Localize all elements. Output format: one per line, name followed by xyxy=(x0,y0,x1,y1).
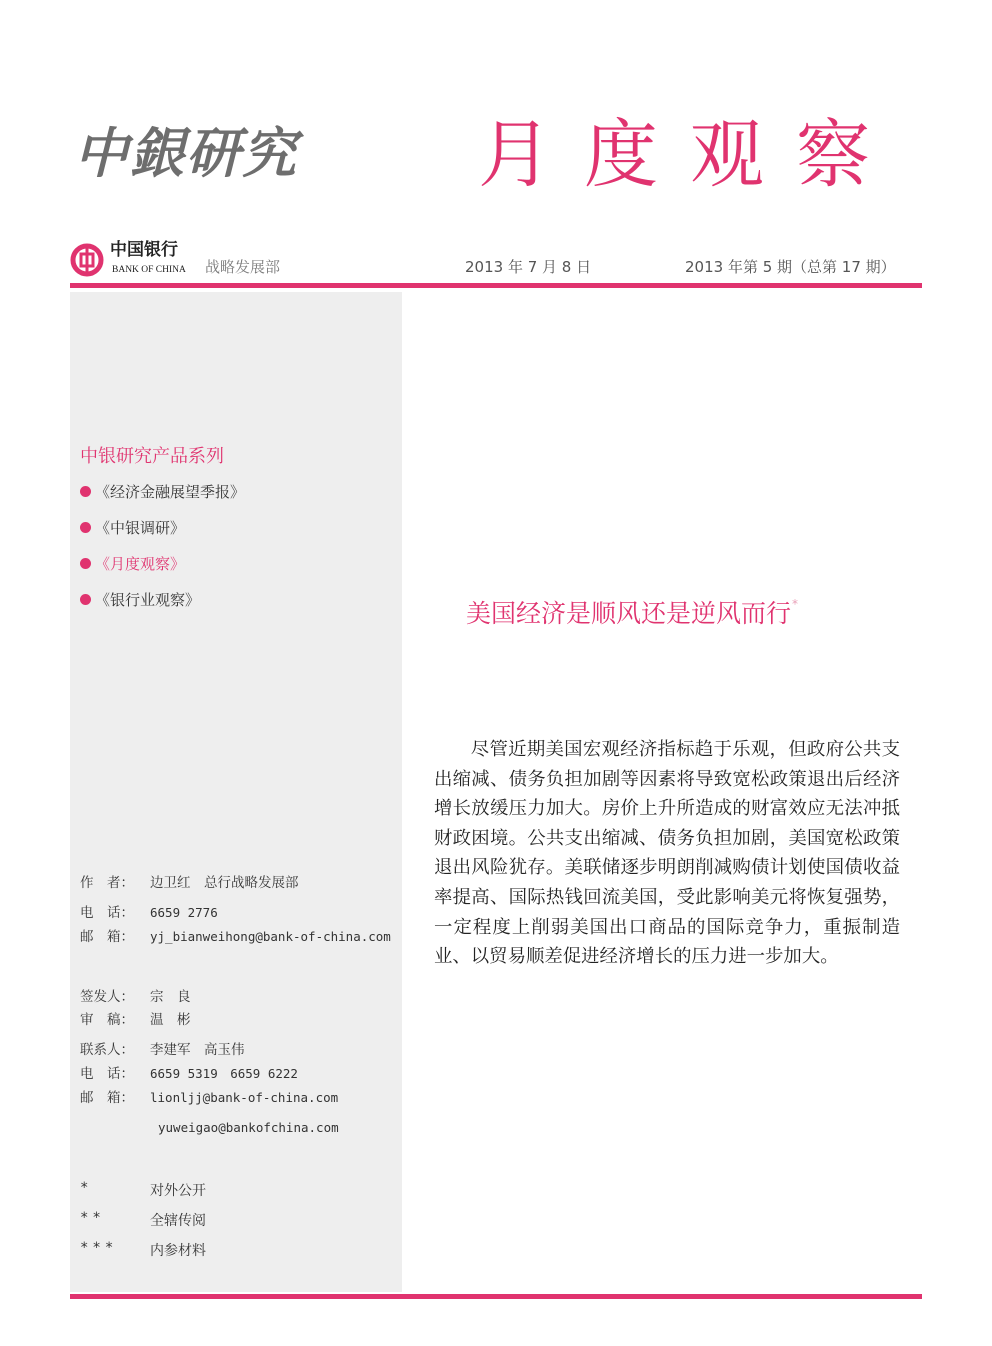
legend-text: 内参材料 xyxy=(150,1243,206,1259)
publication-date: 2013 年 7 月 8 日 xyxy=(465,258,592,276)
email-link[interactable]: yj_bianweihong@bank-of-china.com xyxy=(150,929,391,944)
article-abstract: 尽管近期美国宏观经济指标趋于乐观，但政府公共支出缩减、债务负担加剧等因素将导致宽松政策退出后经济增长放缓压力加大。房价上升所造成的财富效应无法冲抵财政困境。公共支出缩减、债务负担加剧，美国宽松政策退出风险犹存。美联储逐步明朗削减购债计划使国债收益率提高、国际热钱回流美国，受此影响美元将恢复强势，一定程度上削弱美国出口商品的国际竞争力，重振制造业、以贸易顺差促进经济增长的压力进一步加大。 xyxy=(434,739,900,968)
contact-email-label: 邮 箱： xyxy=(80,1090,134,1106)
bullet-dot-icon xyxy=(80,486,91,497)
email-link[interactable]: lionljj@bank-of-china.com xyxy=(150,1090,339,1105)
contact-label: 联系人： xyxy=(80,1042,134,1058)
issue-number: 2013 年第 5 期（总第 17 期） xyxy=(685,258,896,276)
reviewer-value: 温 彬 xyxy=(150,1012,191,1028)
header-divider xyxy=(70,283,922,288)
signer-value: 宗 良 xyxy=(150,989,191,1005)
series-item-label: 《银行业观察》 xyxy=(95,591,201,609)
contact-value: 李建军 高玉伟 xyxy=(150,1042,245,1058)
legend-symbol: * xyxy=(80,1180,93,1196)
signer-row xyxy=(80,991,191,1005)
contact-phone-value: 6659 5319 6659 6222 xyxy=(150,1066,298,1081)
phone-value: 6659 2776 xyxy=(150,905,218,920)
contact-email-row xyxy=(80,1092,338,1106)
legend-symbol: ** xyxy=(80,1210,105,1226)
legend-row xyxy=(80,1210,206,1230)
legend-text: 全辖传阅 xyxy=(150,1213,206,1229)
series-title: 中银研究产品系列 xyxy=(80,446,224,467)
series-item-label: 《月度观察》 xyxy=(95,555,186,573)
bank-name-en: BANK OF CHINA xyxy=(112,265,186,275)
reviewer-row xyxy=(80,1014,191,1028)
author-label: 作 者： xyxy=(80,875,134,891)
article-title-text: 美国经济是顺风还是逆风而行 xyxy=(466,599,792,628)
department-name: 战略发展部 xyxy=(205,258,281,276)
series-item-active xyxy=(80,553,185,574)
series-item-label: 《中银调研》 xyxy=(95,519,186,537)
legend-text: 对外公开 xyxy=(150,1183,206,1199)
bullet-dot-icon xyxy=(80,594,91,605)
reviewer-label: 审 稿： xyxy=(80,1012,134,1028)
author-row xyxy=(80,877,299,891)
bullet-dot-icon xyxy=(80,558,91,569)
footer-divider xyxy=(70,1294,922,1299)
masthead-title: 月度观察 xyxy=(478,112,902,198)
series-item xyxy=(80,517,185,538)
article-title xyxy=(466,594,798,630)
contact-phone-label: 电 话： xyxy=(80,1066,134,1082)
contact-email-row-2 xyxy=(158,1122,339,1135)
contact-row xyxy=(80,1044,245,1058)
brand-calligraphy-logo: 中銀研究 xyxy=(74,121,298,185)
author-value: 边卫红 总行战略发展部 xyxy=(150,875,299,891)
footnote-mark: * xyxy=(792,597,799,611)
bank-name-cn: 中国银行 xyxy=(110,240,178,260)
email-label: 邮 箱： xyxy=(80,929,134,945)
legend-row xyxy=(80,1180,206,1200)
series-item xyxy=(80,481,245,502)
series-item xyxy=(80,589,200,610)
signer-label: 签发人： xyxy=(80,989,134,1005)
legend-symbol: *** xyxy=(80,1240,118,1256)
email-link[interactable]: yuweigao@bankofchina.com xyxy=(158,1120,339,1135)
bank-of-china-logo-icon xyxy=(70,243,104,277)
contact-phone-row xyxy=(80,1068,298,1082)
legend-row xyxy=(80,1240,206,1260)
author-phone-row xyxy=(80,907,218,921)
author-email-row xyxy=(80,931,391,945)
series-item-label: 《经济金融展望季报》 xyxy=(95,483,246,501)
phone-label: 电 话： xyxy=(80,905,134,921)
bullet-dot-icon xyxy=(80,522,91,533)
